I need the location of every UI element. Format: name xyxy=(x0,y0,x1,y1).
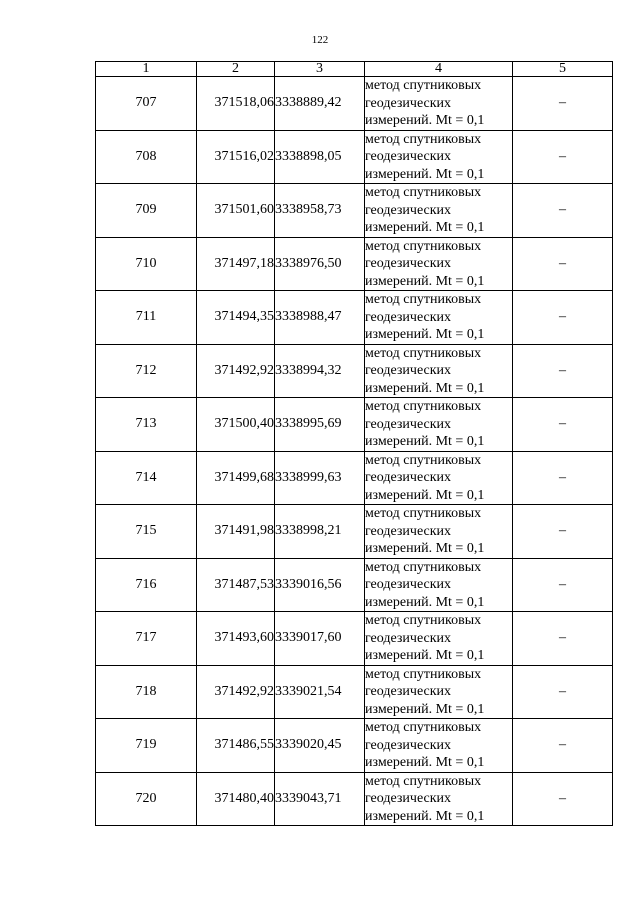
note-cell: – xyxy=(513,184,613,238)
method-line: измерений. Mt = 0,1 xyxy=(365,487,485,503)
y-coordinate-cell: 3338898,05 xyxy=(275,130,365,184)
y-coordinate-cell: 3338889,42 xyxy=(275,77,365,131)
table-row xyxy=(96,665,613,719)
method-line: геодезических xyxy=(365,149,452,164)
point-number-cell: 710 xyxy=(96,237,197,291)
column-header-3: 3 xyxy=(275,62,365,77)
point-number-cell: 717 xyxy=(96,612,197,666)
method-cell xyxy=(365,665,513,719)
coordinates-table xyxy=(95,61,613,826)
method-line: измерений. Mt = 0,1 xyxy=(365,701,485,717)
table-row xyxy=(96,237,613,291)
point-number-cell: 708 xyxy=(96,130,197,184)
method-line: измерений. Mt = 0,1 xyxy=(365,166,485,182)
column-header-2: 2 xyxy=(197,62,275,77)
method-line: метод спутниковых xyxy=(365,720,482,735)
method-cell xyxy=(365,612,513,666)
method-line: метод спутниковых xyxy=(365,399,482,414)
method-cell xyxy=(365,398,513,452)
method-line: измерений. Mt = 0,1 xyxy=(365,220,485,235)
point-number-cell: 707 xyxy=(96,77,197,131)
method-line: измерений. Mt = 0,1 xyxy=(365,808,485,824)
table-row xyxy=(96,344,613,398)
y-coordinate-cell: 3338958,73 xyxy=(275,184,365,238)
point-number-cell: 715 xyxy=(96,505,197,559)
x-coordinate-cell: 371518,06 xyxy=(197,77,275,131)
x-coordinate-cell: 371501,60 xyxy=(197,184,275,238)
note-cell: – xyxy=(513,237,613,291)
table-row xyxy=(96,77,613,131)
y-coordinate-cell: 3338976,50 xyxy=(275,237,365,291)
table-row xyxy=(96,558,613,612)
method-line: метод спутниковых xyxy=(365,131,482,147)
point-number-cell: 719 xyxy=(96,719,197,773)
y-coordinate-cell: 3338988,47 xyxy=(275,291,365,345)
y-coordinate-cell: 3338998,21 xyxy=(275,505,365,559)
method-line: геодезических xyxy=(365,523,452,539)
note-cell: – xyxy=(513,612,613,666)
y-coordinate-cell: 3339021,54 xyxy=(275,665,365,719)
table-row xyxy=(96,772,613,826)
table-row xyxy=(96,719,613,773)
note-cell: – xyxy=(513,398,613,452)
method-line: измерений. Mt = 0,1 xyxy=(365,434,485,449)
method-cell xyxy=(365,184,513,238)
method-cell xyxy=(365,505,513,559)
table-body xyxy=(96,77,613,826)
method-line: измерений. Mt = 0,1 xyxy=(365,594,485,610)
table-row xyxy=(96,451,613,505)
x-coordinate-cell: 371499,68 xyxy=(197,451,275,505)
x-coordinate-cell: 371492,92 xyxy=(197,344,275,398)
table-row xyxy=(96,398,613,452)
note-cell: – xyxy=(513,772,613,826)
method-line: геодезических xyxy=(365,95,452,111)
x-coordinate-cell: 371486,55 xyxy=(197,719,275,773)
method-line: геодезических xyxy=(365,256,452,271)
table-header-row xyxy=(96,62,613,77)
column-header-4: 4 xyxy=(365,62,513,77)
x-coordinate-cell: 371500,40 xyxy=(197,398,275,452)
note-cell: – xyxy=(513,665,613,719)
note-cell: – xyxy=(513,291,613,345)
x-coordinate-cell: 371493,60 xyxy=(197,612,275,666)
method-line: метод спутниковых xyxy=(365,345,482,361)
point-number-cell: 711 xyxy=(96,291,197,345)
point-number-cell: 716 xyxy=(96,558,197,612)
x-coordinate-cell: 371480,40 xyxy=(197,772,275,826)
method-line: измерений. Mt = 0,1 xyxy=(365,273,485,289)
column-header-1: 1 xyxy=(96,62,197,77)
x-coordinate-cell: 371516,02 xyxy=(197,130,275,184)
method-line: метод спутниковых xyxy=(365,559,482,575)
method-line: геодезических xyxy=(365,577,452,592)
point-number-cell: 712 xyxy=(96,344,197,398)
method-line: измерений. Mt = 0,1 xyxy=(365,327,485,342)
x-coordinate-cell: 371491,98 xyxy=(197,505,275,559)
method-line: метод спутниковых xyxy=(365,506,482,521)
page-number: 122 xyxy=(311,34,329,46)
method-cell xyxy=(365,451,513,505)
y-coordinate-cell: 3338994,32 xyxy=(275,344,365,398)
method-cell xyxy=(365,291,513,345)
method-line: измерений. Mt = 0,1 xyxy=(365,648,485,663)
method-line: геодезических xyxy=(365,309,452,325)
method-line: геодезических xyxy=(365,684,452,699)
note-cell: – xyxy=(513,719,613,773)
note-cell: – xyxy=(513,505,613,559)
note-cell: – xyxy=(513,558,613,612)
y-coordinate-cell: 3339016,56 xyxy=(275,558,365,612)
table-row xyxy=(96,184,613,238)
method-line: метод спутниковых xyxy=(365,78,482,93)
x-coordinate-cell: 371497,18 xyxy=(197,237,275,291)
method-cell xyxy=(365,130,513,184)
method-cell xyxy=(365,77,513,131)
note-cell: – xyxy=(513,130,613,184)
method-cell xyxy=(365,772,513,826)
x-coordinate-cell: 371487,53 xyxy=(197,558,275,612)
y-coordinate-cell: 3339017,60 xyxy=(275,612,365,666)
table-row xyxy=(96,291,613,345)
table-row xyxy=(96,612,613,666)
method-line: метод спутниковых xyxy=(365,452,482,468)
method-line: измерений. Mt = 0,1 xyxy=(365,380,485,396)
method-cell xyxy=(365,558,513,612)
method-line: геодезических xyxy=(365,791,452,806)
table-row xyxy=(96,505,613,559)
column-header-5: 5 xyxy=(513,62,613,77)
method-line: метод спутниковых xyxy=(365,666,482,682)
method-line: метод спутниковых xyxy=(365,238,482,254)
method-line: метод спутниковых xyxy=(365,185,482,200)
x-coordinate-cell: 371492,92 xyxy=(197,665,275,719)
y-coordinate-cell: 3338999,63 xyxy=(275,451,365,505)
method-line: геодезических xyxy=(365,630,452,646)
method-cell xyxy=(365,344,513,398)
method-line: метод спутниковых xyxy=(365,613,482,628)
method-cell xyxy=(365,719,513,773)
method-line: геодезических xyxy=(365,737,452,753)
table-row xyxy=(96,130,613,184)
method-line: геодезических xyxy=(365,202,452,218)
point-number-cell: 720 xyxy=(96,772,197,826)
method-line: измерений. Mt = 0,1 xyxy=(365,541,485,556)
method-line: измерений. Mt = 0,1 xyxy=(365,113,485,128)
point-number-cell: 709 xyxy=(96,184,197,238)
method-line: геодезических xyxy=(365,416,452,432)
method-line: метод спутниковых xyxy=(365,292,482,307)
y-coordinate-cell: 3338995,69 xyxy=(275,398,365,452)
point-number-cell: 718 xyxy=(96,665,197,719)
method-cell xyxy=(365,237,513,291)
note-cell: – xyxy=(513,344,613,398)
method-line: измерений. Mt = 0,1 xyxy=(365,755,485,770)
method-line: метод спутниковых xyxy=(365,773,482,789)
note-cell: – xyxy=(513,451,613,505)
point-number-cell: 714 xyxy=(96,451,197,505)
y-coordinate-cell: 3339043,71 xyxy=(275,772,365,826)
point-number-cell: 713 xyxy=(96,398,197,452)
method-line: геодезических xyxy=(365,470,452,485)
x-coordinate-cell: 371494,35 xyxy=(197,291,275,345)
method-line: геодезических xyxy=(365,363,452,378)
note-cell: – xyxy=(513,77,613,131)
y-coordinate-cell: 3339020,45 xyxy=(275,719,365,773)
